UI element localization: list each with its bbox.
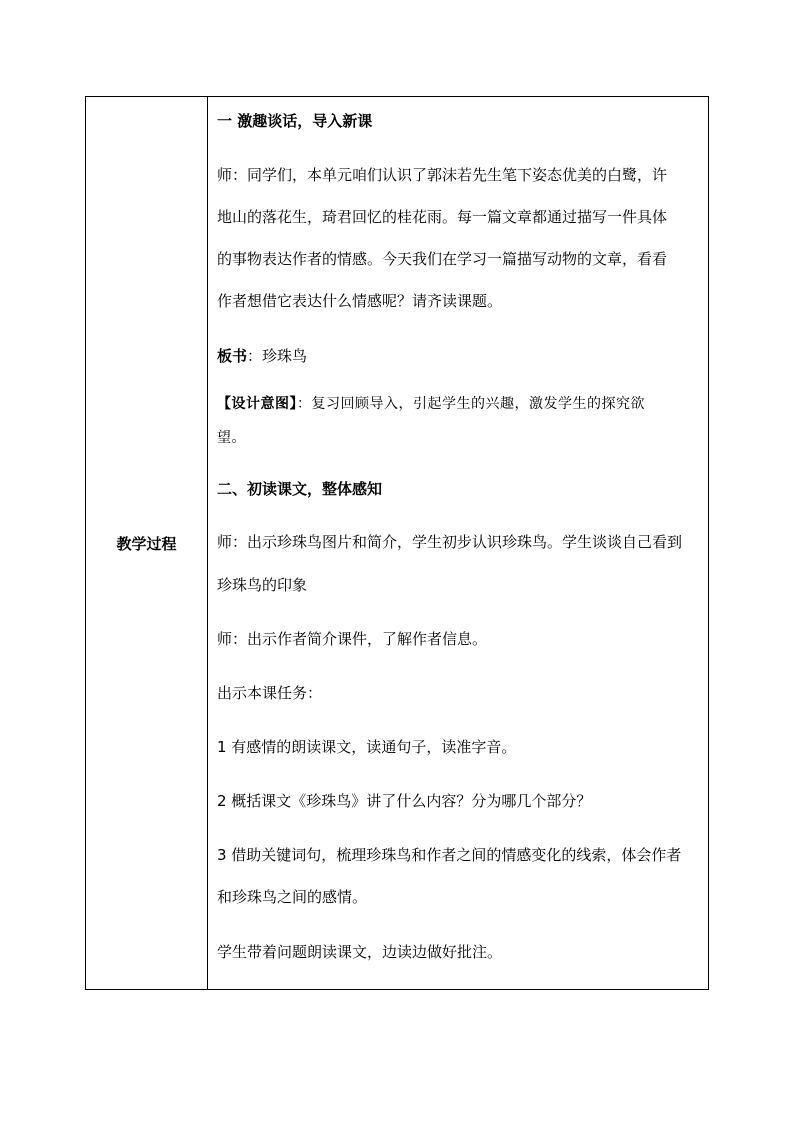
task-item-cont: 和珍珠鸟之间的感情。 — [217, 888, 368, 906]
task-item: 3 借助关键词句，梳理珍珠鸟和作者之间的情感变化的线索，体会作者 — [217, 846, 682, 864]
paragraph-line: 地山的落花生，琦君回忆的桂花雨。每一篇文章都通过描写一件具体 — [217, 208, 668, 226]
row-label-cell — [86, 97, 208, 990]
paragraph-line: 师：出示珍珠鸟图片和简介，学生初步认识珍珠鸟。学生谈谈自己看到 — [217, 533, 683, 551]
paragraph-line: 的事物表达作者的情感。今天我们在学习一篇描写动物的文章，看看 — [217, 250, 668, 268]
task-item: 2 概括课文《珍珠鸟》讲了什么内容？分为哪几个部分？ — [217, 792, 592, 810]
task-item: 1 有感情的朗读课文，读通句子，读准字音。 — [217, 738, 517, 756]
design-tag: 【设计意图】 — [217, 396, 297, 412]
paragraph-line: 学生带着问题朗读课文，边读边做好批注。 — [217, 943, 503, 961]
paragraph-line: 珍珠鸟的印象 — [217, 576, 308, 594]
design-intent-cont: 望。 — [217, 430, 246, 446]
table-row — [86, 97, 709, 990]
paragraph-line: 作者想借它表达什么情感呢？请齐读课题。 — [217, 292, 503, 310]
board-writing — [217, 346, 307, 366]
section-heading-2: 二、初读课文，整体感知 — [217, 480, 383, 498]
paragraph-line: 出示本课任务： — [217, 684, 323, 702]
design-text: ：复习回顾导入，引起学生的兴趣，激发学生的探究欲 — [297, 396, 645, 412]
paragraph-line: 师：同学们，本单元咱们认识了郭沫若先生笔下姿态优美的白鹭，许 — [217, 166, 668, 184]
row-content-cell — [208, 97, 709, 990]
section-heading-1: 一 激趣谈话，导入新课 — [217, 112, 373, 130]
row-label: 教学过程 — [116, 534, 177, 553]
board-label: 板书 — [217, 347, 248, 365]
design-intent — [217, 394, 645, 414]
board-text: ：珍珠鸟 — [247, 347, 308, 365]
paragraph-line: 师：出示作者简介课件，了解作者信息。 — [217, 630, 488, 648]
lesson-table — [85, 96, 709, 990]
